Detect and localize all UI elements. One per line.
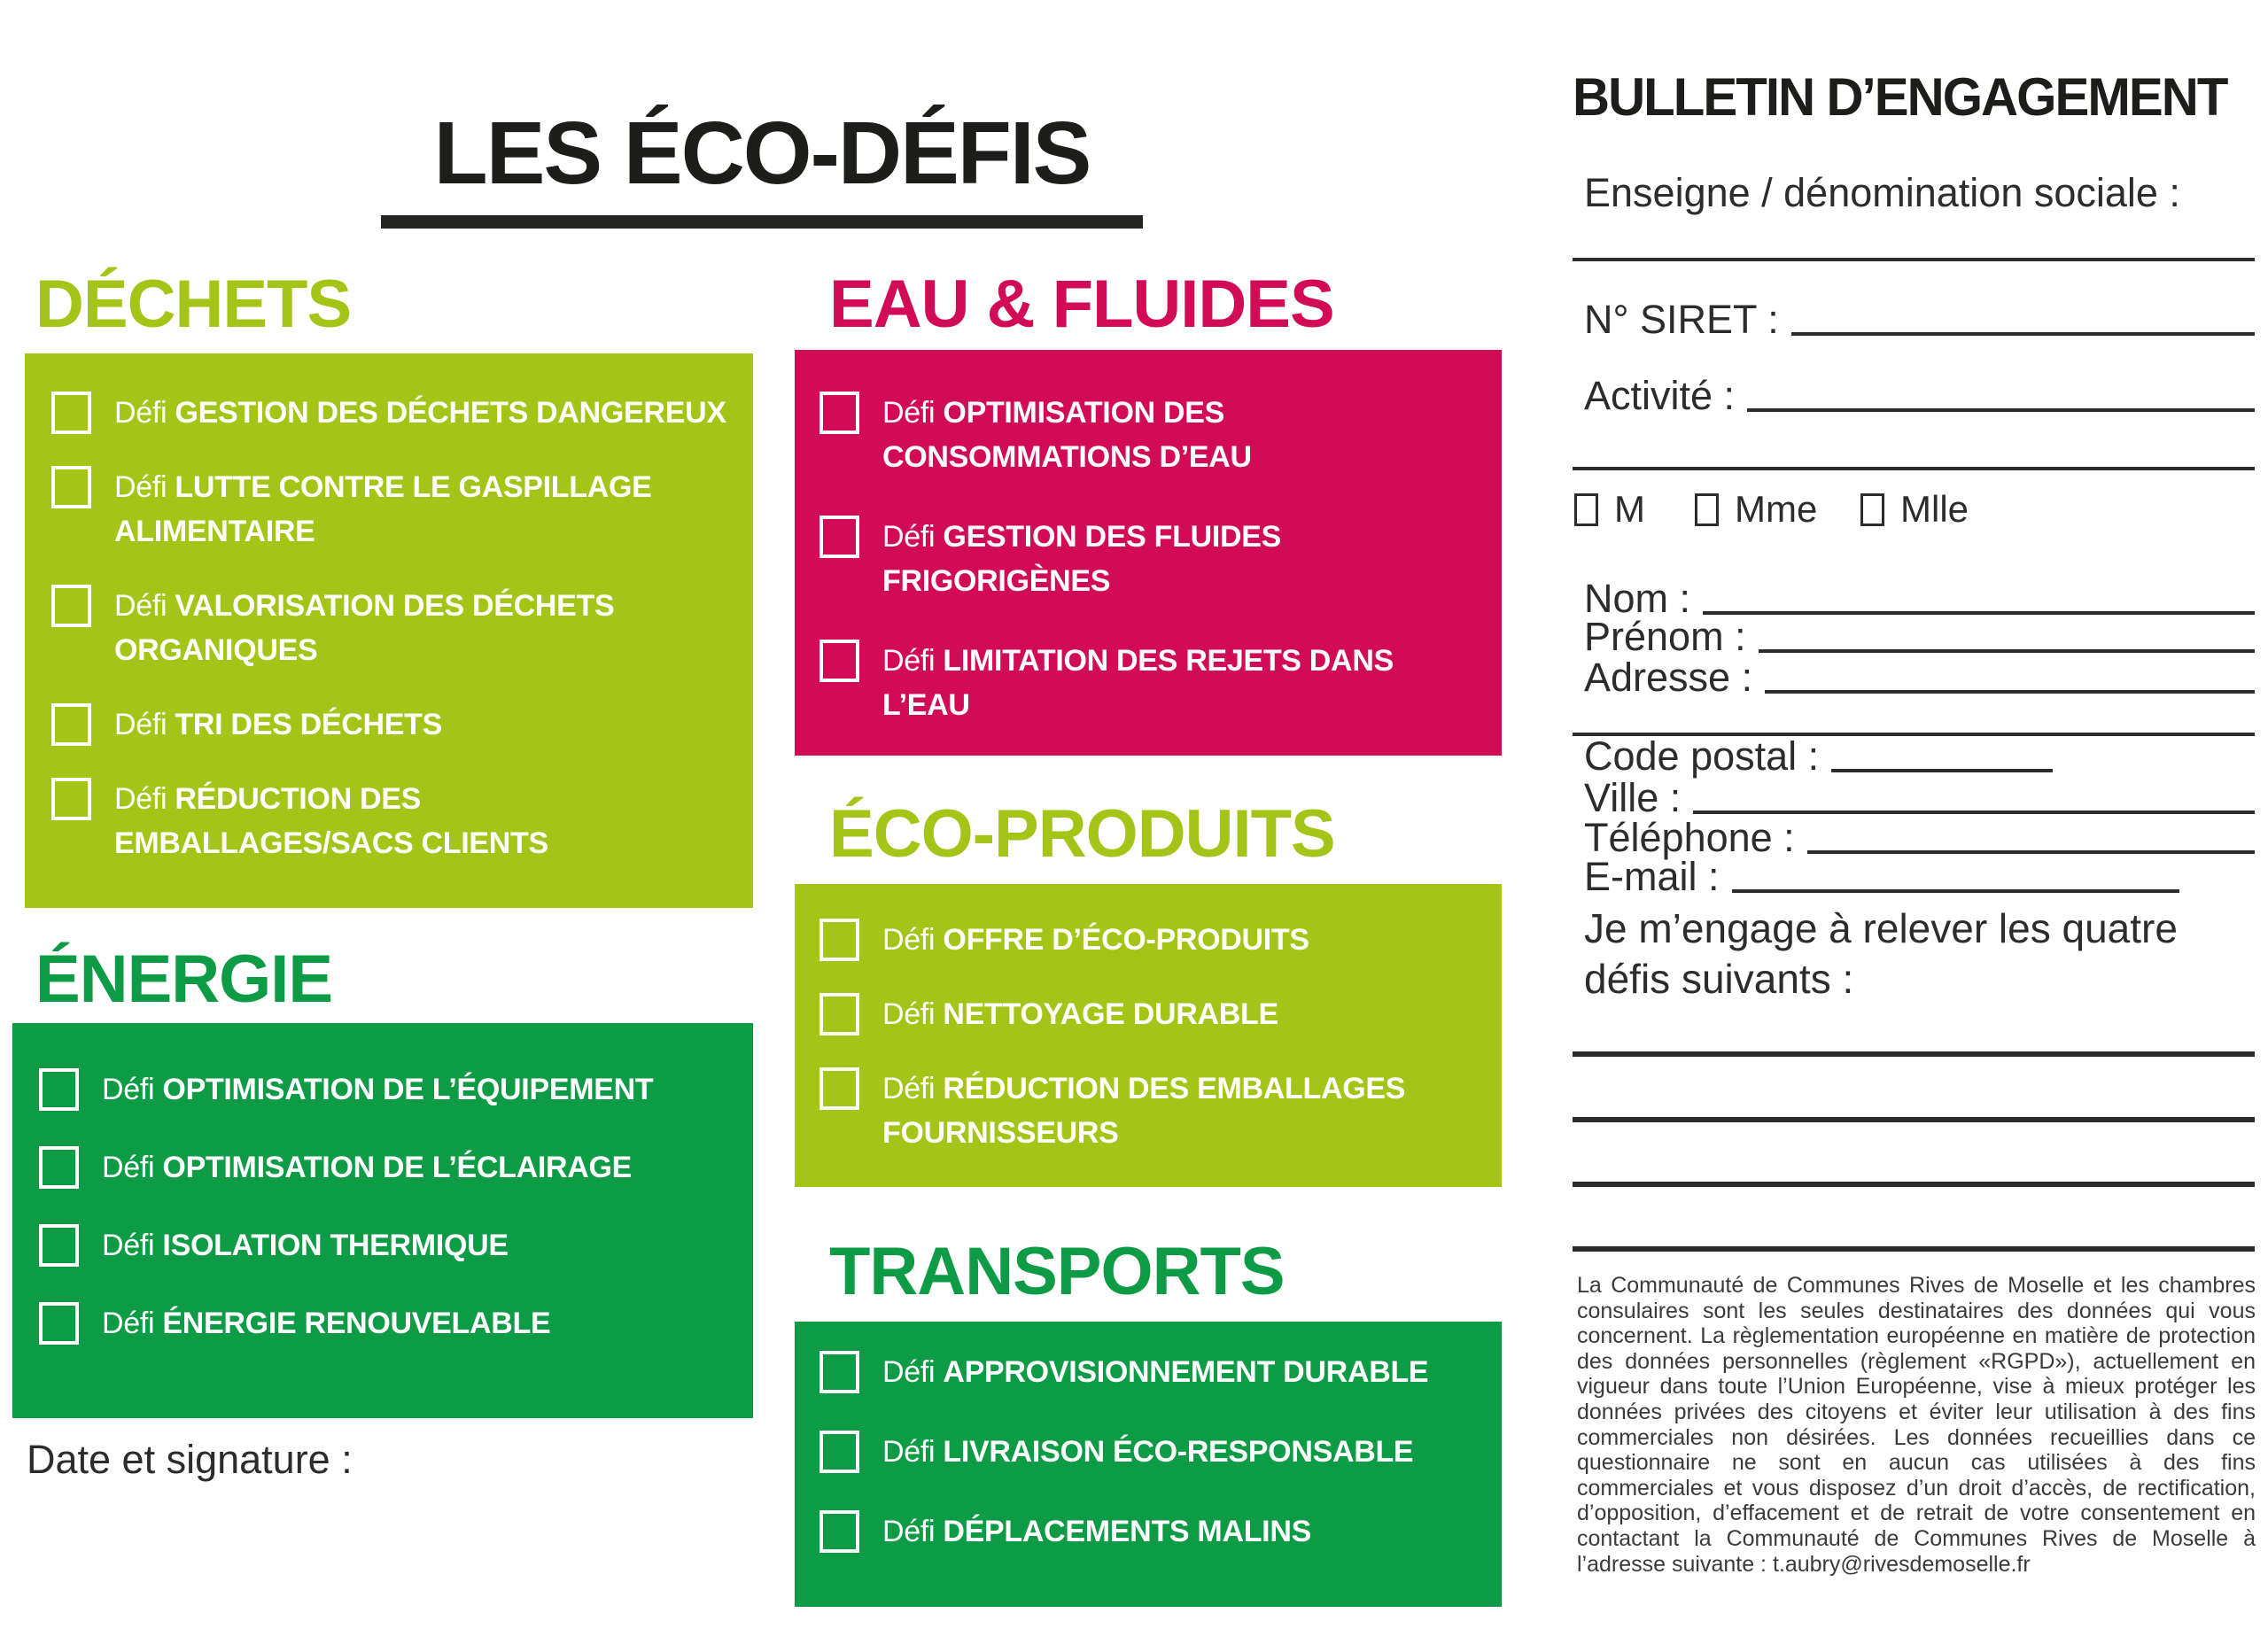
checkbox-optimisation-equipement[interactable] xyxy=(39,1068,79,1111)
input-line-ville[interactable] xyxy=(1693,810,2255,814)
defi-item-label: Défi ÉNERGIE RENOUVELABLE xyxy=(102,1307,551,1340)
input-line-enseigne[interactable] xyxy=(1573,258,2255,261)
defi-item-label: Défi NETTOYAGE DURABLE xyxy=(882,997,1278,1031)
section-heading-dechets: DÉCHETS xyxy=(35,267,352,342)
section-panel-eau-fluides xyxy=(795,350,1502,756)
defi-item xyxy=(39,1223,726,1268)
defi-item-label: Défi OPTIMISATION DES CONSOMMATIONS D’EAU xyxy=(882,396,1252,474)
adresse-label: Adresse : xyxy=(1584,655,1753,700)
defi-item xyxy=(39,1301,726,1346)
section-heading-eau-fluides: EAU & FLUIDES xyxy=(829,267,1334,342)
prenom-label: Prénom : xyxy=(1584,614,1746,659)
defi-item-label: Défi RÉDUCTION DES EMBALLAGES/SACS CLIENTS xyxy=(114,782,548,860)
input-line-siret[interactable] xyxy=(1791,332,2255,336)
defi-item xyxy=(819,1430,1477,1474)
defi-item xyxy=(819,1350,1477,1394)
checkbox-deplacements-malins[interactable] xyxy=(819,1510,859,1553)
checkbox-livraison-eco-responsable[interactable] xyxy=(819,1431,859,1473)
defi-item-label: Défi TRI DES DÉCHETS xyxy=(114,708,442,741)
ville-label: Ville : xyxy=(1584,775,1682,820)
defi-item xyxy=(51,702,726,747)
defi-item-label: Défi LIVRAISON ÉCO-RESPONSABLE xyxy=(882,1435,1414,1469)
input-line-adresse[interactable] xyxy=(1765,690,2255,694)
checkbox-valorisation-dechets-organiques[interactable] xyxy=(51,585,91,627)
checkbox-optimisation-conso-eau[interactable] xyxy=(819,392,859,434)
siret-row xyxy=(1584,298,2255,342)
date-signature-label: Date et signature : xyxy=(27,1437,353,1482)
checkbox-civility-mlle[interactable] xyxy=(1860,493,1884,526)
defi-item-label: Défi OFFRE D’ÉCO-PRODUITS xyxy=(882,923,1309,957)
defi-item-label: Défi OPTIMISATION DE L’ÉQUIPEMENT xyxy=(102,1073,654,1106)
nom-label: Nom : xyxy=(1584,576,1691,621)
bulletin-title: BULLETIN D’ENGAGEMENT xyxy=(1573,67,2227,127)
defi-item-label: Défi GESTION DES DÉCHETS DANGEREUX xyxy=(114,396,726,430)
checkbox-civility-mme[interactable] xyxy=(1695,493,1719,526)
defi-item xyxy=(51,777,726,865)
defi-item xyxy=(819,391,1477,479)
civility-label-mlle: Mlle xyxy=(1900,488,1969,530)
checkbox-limitation-rejets-eau[interactable] xyxy=(819,640,859,682)
input-line-telephone[interactable] xyxy=(1807,850,2255,854)
prenom-row xyxy=(1584,615,2255,659)
defi-item xyxy=(819,639,1477,727)
telephone-label: Téléphone : xyxy=(1584,815,1795,860)
defi-item-label: Défi OPTIMISATION DE L’ÉCLAIRAGE xyxy=(102,1151,633,1184)
enseigne-label: Enseigne / dénomination sociale : xyxy=(1584,170,2180,215)
defi-item xyxy=(39,1145,726,1190)
checkbox-energie-renouvelable[interactable] xyxy=(39,1302,79,1345)
defi-item xyxy=(39,1067,726,1112)
checkbox-approvisionnement-durable[interactable] xyxy=(819,1351,859,1393)
engagement-line-4[interactable] xyxy=(1573,1246,2255,1252)
defi-item-label: Défi RÉDUCTION DES EMBALLAGES FOURNISSEURS xyxy=(882,1072,1406,1150)
section-panel-transports xyxy=(795,1322,1502,1607)
defi-item xyxy=(51,465,726,554)
civility-option-m xyxy=(1574,488,1645,531)
checkbox-gestion-dechets-dangereux[interactable] xyxy=(51,392,91,434)
civility-option-mme xyxy=(1695,488,1817,531)
section-panel-dechets xyxy=(25,353,753,908)
checkbox-offre-eco-produits[interactable] xyxy=(819,919,859,961)
engagement-text: Je m’engage à relever les quatre défis suivants : xyxy=(1584,905,2178,1002)
input-line-code-postal[interactable] xyxy=(1831,769,2053,772)
code-postal-label: Code postal : xyxy=(1584,733,1820,779)
defi-item xyxy=(51,391,726,435)
defi-item xyxy=(819,918,1477,962)
defi-item-label: Défi ISOLATION THERMIQUE xyxy=(102,1229,509,1262)
defi-item xyxy=(819,992,1477,1036)
ville-row xyxy=(1584,776,2255,820)
input-line-activite-2[interactable] xyxy=(1573,467,2255,470)
checkbox-reduction-emballages-sacs[interactable] xyxy=(51,778,91,820)
code-postal-row xyxy=(1584,734,2255,779)
defi-item-label: Défi DÉPLACEMENTS MALINS xyxy=(882,1515,1311,1548)
checkbox-fluides-frigorigenes[interactable] xyxy=(819,516,859,558)
defi-item-label: Défi LUTTE CONTRE LE GASPILLAGE ALIMENTAIRE xyxy=(114,470,652,548)
email-row xyxy=(1584,855,2255,899)
checkbox-isolation-thermique[interactable] xyxy=(39,1224,79,1267)
checkbox-nettoyage-durable[interactable] xyxy=(819,993,859,1035)
input-line-email[interactable] xyxy=(1732,889,2179,893)
defi-item-label: Défi APPROVISIONNEMENT DURABLE xyxy=(882,1355,1429,1389)
checkbox-optimisation-eclairage[interactable] xyxy=(39,1146,79,1189)
checkbox-civility-m[interactable] xyxy=(1574,493,1598,526)
checkbox-gaspillage-alimentaire[interactable] xyxy=(51,466,91,508)
engagement-line-2[interactable] xyxy=(1573,1117,2255,1122)
engagement-line-1[interactable] xyxy=(1573,1051,2255,1057)
defi-item xyxy=(819,1066,1477,1155)
defi-item-label: Défi VALORISATION DES DÉCHETS ORGANIQUES xyxy=(114,589,615,667)
defi-item xyxy=(819,1509,1477,1554)
defi-item xyxy=(819,515,1477,603)
input-line-prenom[interactable] xyxy=(1759,649,2255,653)
email-label: E-mail : xyxy=(1584,854,1720,899)
input-line-activite[interactable] xyxy=(1747,408,2255,412)
defi-item-label: Défi GESTION DES FLUIDES FRIGORIGÈNES xyxy=(882,520,1281,598)
section-panel-energie xyxy=(12,1023,753,1418)
section-heading-energie: ÉNERGIE xyxy=(35,942,333,1017)
civility-label-mme: Mme xyxy=(1735,488,1818,530)
page-title: LES ÉCO-DÉFIS xyxy=(433,104,1091,203)
civility-option-mlle xyxy=(1860,488,1969,531)
legal-text: La Communauté de Communes Rives de Moselle et les chambres consulaires sont les seules destinataires des données qui vous concernent. La règlementation européenne en matière de protection des données personnelles (règlement «RGPD»), actuellement en vigueur dans toute l’Union Européenne, vise à mieux protéger les données privées des citoyens et éviter leur utilisation à des fins commerciales non désirées. Les données recueillies dans ce questionnaire ne sont en aucun cas utilisées à des fins commerciales et vous disposez d’un droit d’accès, de rectification, d’opposition, d’effacement et de retrait de votre consentement en contactant la Communauté de Communes Rives de Moselle à l’adresse suivante : t.aubry@rivesdemoselle.fr xyxy=(1577,1273,2256,1577)
activite-row xyxy=(1584,374,2255,418)
checkbox-reduction-emballages-fournisseurs[interactable] xyxy=(819,1067,859,1110)
adresse-row xyxy=(1584,655,2255,700)
activite-label: Activité : xyxy=(1584,373,1736,418)
section-heading-eco-produits: ÉCO-PRODUITS xyxy=(829,796,1335,872)
defi-item xyxy=(51,584,726,672)
siret-label: N° SIRET : xyxy=(1584,297,1779,342)
section-panel-eco-produits xyxy=(795,884,1502,1187)
engagement-line-3[interactable] xyxy=(1573,1182,2255,1187)
civility-label-m: M xyxy=(1614,488,1645,530)
checkbox-tri-des-dechets[interactable] xyxy=(51,703,91,746)
title-underline-rule xyxy=(381,215,1143,229)
section-heading-transports: TRANSPORTS xyxy=(829,1234,1285,1309)
defi-item-label: Défi LIMITATION DES REJETS DANS L’EAU xyxy=(882,644,1394,722)
